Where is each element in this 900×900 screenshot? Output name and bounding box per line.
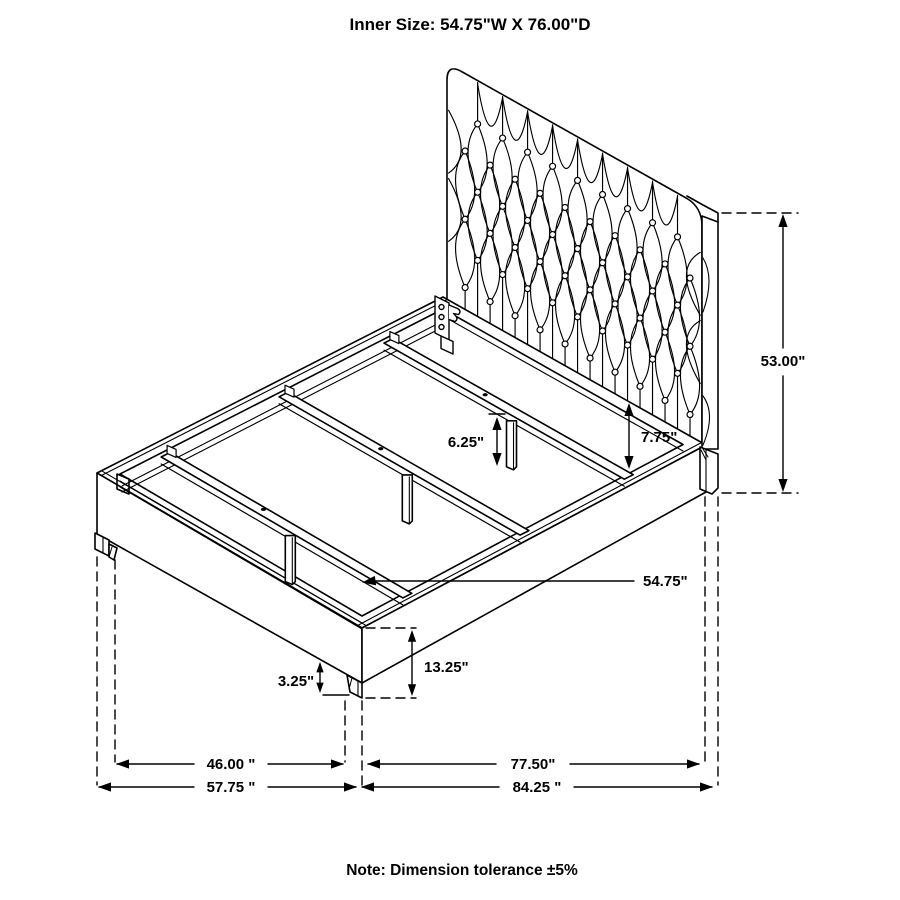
dim-support-leg-height: 6.25" (447, 434, 485, 451)
dim-side-outer-length: 84.25 " (512, 779, 562, 796)
title: Inner Size: 54.75"W X 76.00"D (349, 15, 591, 34)
dim-inner-width: 54.75" (643, 573, 688, 590)
dim-foot-inner-width: 46.00 " (206, 756, 256, 773)
dim-side-rail-height: 13.25" (424, 659, 469, 676)
dim-side-inner-length: 77.50" (510, 756, 556, 773)
dim-foot-outer-width: 57.75 " (206, 779, 256, 796)
note: Note: Dimension tolerance ±5% (346, 862, 578, 879)
dim-platform-height: 7.75" (641, 429, 678, 446)
dim-corner-leg-height: 3.25" (277, 673, 315, 690)
bed-drawing (95, 69, 798, 792)
dim-headboard-height: 53.00" (760, 353, 806, 370)
